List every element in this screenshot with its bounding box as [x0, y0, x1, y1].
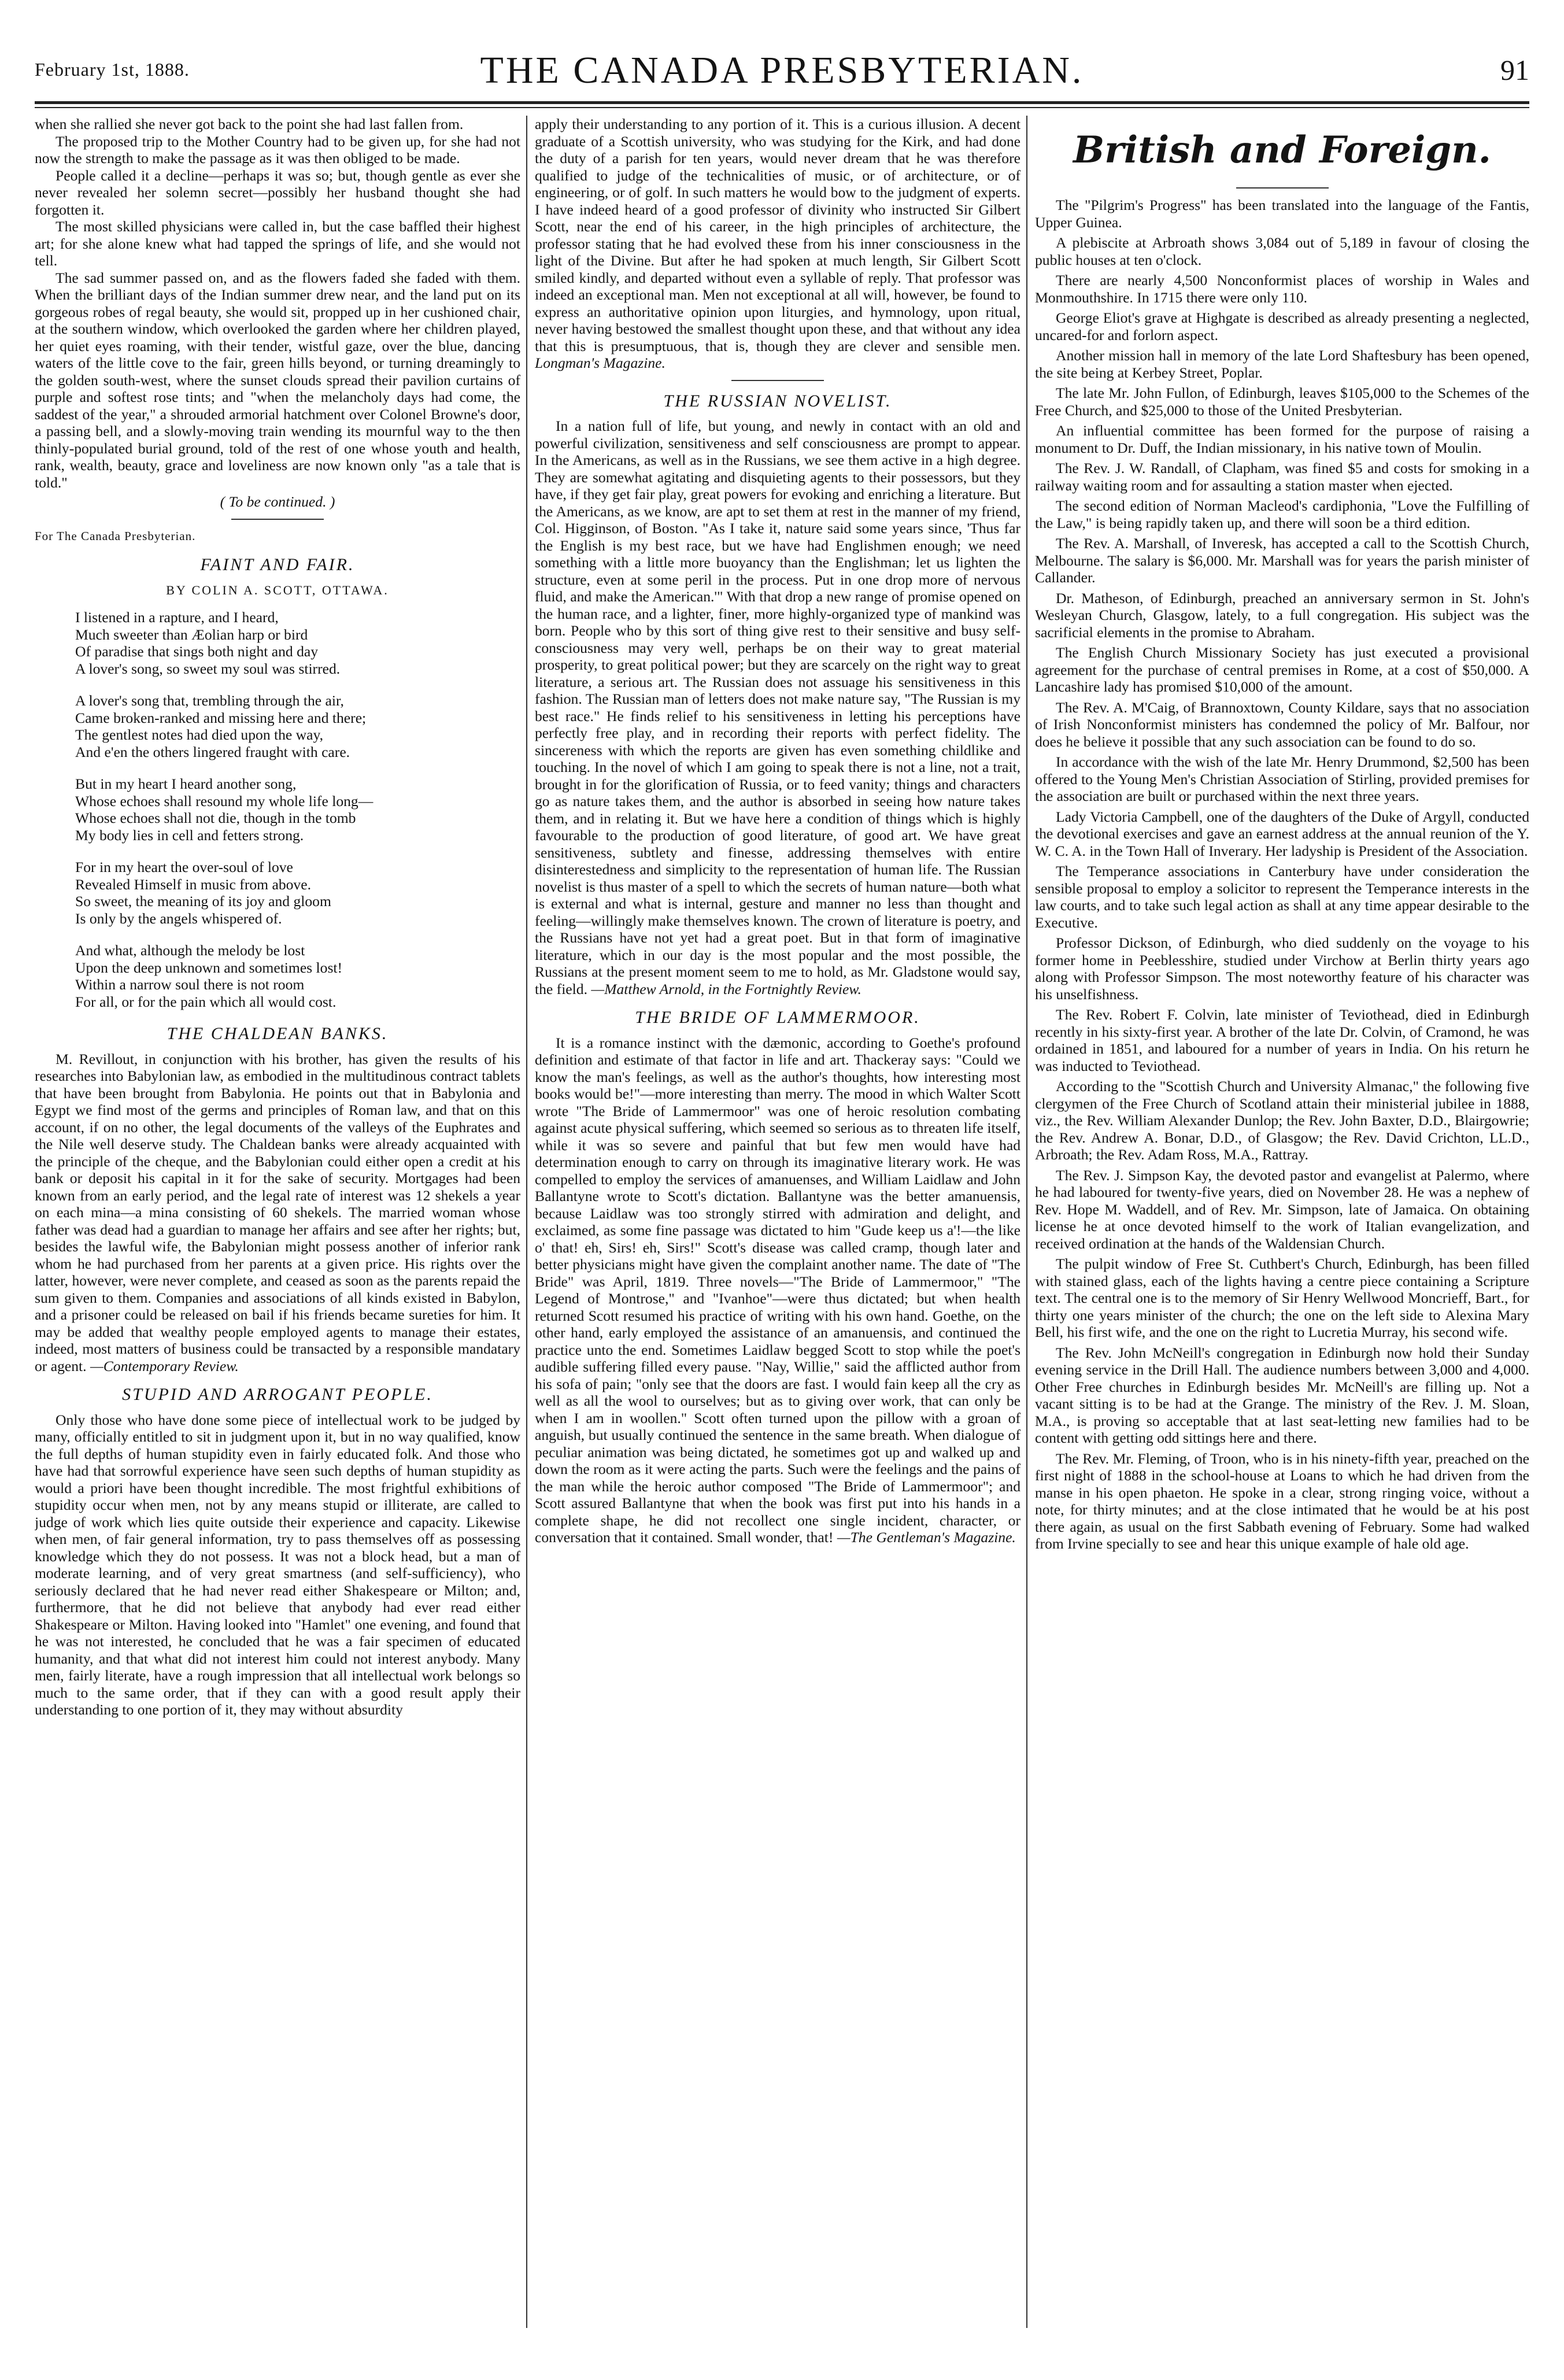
- masthead: [35, 42, 1529, 94]
- paragraph: The most skilled physicians were called in, but the case baffled their highest art; for she alone knew what had tapped the springs of life, and she would not tell.: [35, 218, 520, 269]
- paragraph: The proposed trip to the Mother Country had to be given up, for she had not now the strength to make the passage as it was then obliged to be made.: [35, 132, 520, 167]
- news-item: The Rev. A. Marshall, of Inveresk, has accepted a call to the Scottish Church, Melbourne. The salary is $6,000. Mr. Marshall was for years the parish minister of Callander.: [1035, 535, 1529, 586]
- news-item: Dr. Matheson, of Edinburgh, preached an anniversary sermon in St. John's Wesleyan Church, Glasgow, lately, to a full congregation. His subject was the sacrificial elements in the promise to Abraham.: [1035, 589, 1529, 641]
- header-rule: [35, 101, 1529, 104]
- paragraph: [535, 417, 1021, 997]
- poem-stanza: [75, 942, 520, 1010]
- publication-title: THE CANADA PRESBYTERIAN.: [480, 49, 1084, 91]
- poem-line: But in my heart I heard another song,: [75, 775, 297, 792]
- news-item: The Rev. Mr. Fleming, of Troon, who is in his ninety-fifth year, preached on the first night of 1888 in the school-house at Loans to which he had driven from the manse in his open phaeton. He spoke in a clear, strong ringing voice, without a note, for thirty minutes; and at the close intimated that he would be at his post there again, as usual on the first Sabbath evening of February. Some had walked from Irvine specially to see and hear this unique example of hale old age.: [1035, 1450, 1529, 1552]
- poem-stanza: [75, 859, 520, 927]
- poem-line: A lover's song, so sweet my soul was stirred.: [75, 660, 341, 677]
- issue-date: February 1st, 1888.: [35, 59, 190, 80]
- news-item: The Rev. J. Simpson Kay, the devoted pastor and evangelist at Palermo, where he had laboured for twenty-five years, died on November 28. He was a nephew of Rev. Hope M. Waddell, and of Rev. Mr. Simpson, late of Jamaica. On obtaining license he at once devoted himself to the work of Italian evangelization, and received ordination at the hands of the Waldensian Church.: [1035, 1166, 1529, 1252]
- poem-stanza: [75, 609, 520, 677]
- news-item: Lady Victoria Campbell, one of the daughters of the Duke of Argyll, conducted the devotional exercises and gave an earnest address at the annual reunion of the Y. W. C. A. in the Town Hall of Inverary. Her ladyship is President of the Association.: [1035, 808, 1529, 859]
- poem-line: For all, or for the pain which all would cost.: [75, 993, 337, 1010]
- poem-line: Upon the deep unknown and sometimes lost!: [75, 959, 343, 976]
- poem-line: Is only by the angels whispered of.: [75, 910, 282, 927]
- paragraph-text: It is a romance instinct with the dæmonic, according to Goethe's profound definition and estimate of that factor in life and art. Thackeray says: "Could we know the man's feelings, as well as the author's thoughts, how interesting most books would be!"—more interesting than merry. The mood in which Walter Scott wrote "The Bride of Lammermoor" was one of heroic resolution combating against acute physical suffering, which seemed so serious as to threaten life itself, while it was so severe and painful that but few men would have had determination enough to carry on through its imaginative literary work. He was compelled to employ the services of amanuenses, and William Laidlaw and John Ballantyne wrote to Scott's dictation. Ballantyne was the better amanuensis, because Laidlaw was too strongly stirred with admiration and delight, and exclaimed, as some fine passage was dictated to him "Gude keep us a'!—the like o' that! eh, Sirs! eh, Sirs!" Scott's disease was called cramp, though later and better physicians might have given the complaint another name. The date of "The Bride" was April, 1819. Three novels—"The Bride of Lammermoor," "The Legend of Montrose," and "Ivanhoe"—were thus dictated; but when health returned Scott resumed his practice of writing with his own hand. Goethe, on the other hand, early employed the assistance of an amanuensis, and continued the practice unto the end. Sometimes Laidlaw begged Scott to stop while the poet's audible suffering filled every pause. "Nay, Willie," said the afflicted author from his sofa of pain; "only see that the doors are fast. I would fain keep all the cry as well as all the wool to ourselves; but as to giving over work, that can only be when I am in woollen." Scott often turned upon the pillow with a groan of anguish, but usually continued the sentence in the same breath. When dialogue of peculiar animation was being dictated, he sometimes got up and walked up and down the room as it were acting the parts. Such were the feelings and the pains of the man while the heroic author composed "The Bride of Lammermoor"; and Scott assured Ballantyne that when the book was first put into his hands in a complete shape, he did not recollect one single incident, character, or conversation that it contained. Small wonder, that!: [535, 1034, 1021, 1546]
- separator-rule: [1236, 187, 1329, 189]
- article-source: —Matthew Arnold, in the Fortnightly Review.: [591, 980, 862, 997]
- section-title: British and Foreign.: [1073, 128, 1491, 172]
- paragraph: [35, 1051, 520, 1375]
- news-item: The pulpit window of Free St. Cuthbert's Church, Edinburgh, has been filled with stained glass, each of the lights having a centre piece containing a Scripture text. The central one is to the memory of Sir Henry Wellwood Moncrieff, Bart., for thirty one years minister of the church; the one on the left side to Alexina Mary Bell, his first wife, and the one on the right to Lucretia Murray, his second wife.: [1035, 1255, 1529, 1340]
- paragraph-text: apply their understanding to any portion of it. This is a curious illusion. A decent graduate of a Scottish university, who was studying for the Kirk, and had done the duty of a parish for ten years, would never dream that he was therefore qualified to judge of the technicalities of music, or of architecture, or of engineering, or of golf. In such matters he would bow to the judgment of experts. I have indeed heard of a good professor of divinity who instructed Sir Gilbert Scott, near the end of his career, in the high principles of architecture, the professor stating that he had evolved these from his inner consciousness in the light of the Divine. But after he had spoken at much length, Sir Gilbert Scott smiled kindly, and departed without even a syllable of reply. That professor was indeed an exceptional man. Men not exceptional at all will, however, be found to express an authoritative opinion upon liturgies, and hymnology, upon ritual, never having bestowed the smallest thought upon these, and that without any idea that this is presumptuous, that is, though they are clever and sensible men.: [535, 116, 1021, 354]
- article-title: THE RUSSIAN NOVELIST.: [663, 391, 892, 411]
- column-divider: [526, 116, 527, 2328]
- poem-line: A lover's song that, trembling through the air,: [75, 692, 344, 709]
- news-item: The Rev. J. W. Randall, of Clapham, was fined $5 and costs for smoking in a railway waiting room and for assaulting a station master when ejected.: [1035, 460, 1529, 494]
- article-title: THE CHALDEAN BANKS.: [167, 1024, 389, 1043]
- poem-line: And what, although the melody be lost: [75, 942, 305, 959]
- news-item: There are nearly 4,500 Nonconformist places of worship in Wales and Monmouthshire. In 1715 there were only 110.: [1035, 272, 1529, 306]
- separator-rule: [731, 380, 824, 381]
- poem-source: For The Canada Presbyterian.: [35, 529, 196, 543]
- column-1: [35, 116, 520, 2328]
- news-item: Professor Dickson, of Edinburgh, who died suddenly on the voyage to his former home in Peeblesshire, studied under Virchow at Berlin thirty years ago along with Professor Simpson. The most noteworthy feature of his character was his unselfishness.: [1035, 934, 1529, 1003]
- poem-title: FAINT AND FAIR.: [200, 555, 355, 574]
- column-2: [535, 116, 1021, 2328]
- page-number: 91: [1500, 54, 1529, 86]
- poem-line: The gentlest notes had died upon the way,: [75, 726, 324, 743]
- news-item: George Eliot's grave at Highgate is described as already presenting a neglected, uncared-for and forlorn aspect.: [1035, 309, 1529, 343]
- news-item: An influential committee has been formed for the purpose of raising a monument to Dr. Duff, the Indian missionary, in his native town of Moulin.: [1035, 422, 1529, 456]
- separator-rule: [231, 519, 324, 520]
- poem-line: Came broken-ranked and missing here and there;: [75, 709, 367, 726]
- poem-line: I listened in a rapture, and I heard,: [75, 609, 279, 626]
- poem-byline: BY COLIN A. SCOTT, OTTAWA.: [166, 582, 389, 597]
- poem-stanza: [75, 692, 520, 760]
- news-item: The Rev. A. M'Caig, of Brannoxtown, County Kildare, says that no association of Irish Nonconformist ministers has condemned the policy of Mr. Balfour, nor does he believe it possible that any such association can be found to do so.: [1035, 699, 1529, 750]
- news-item: The Rev. Robert F. Colvin, late minister of Teviothead, died in Edinburgh recently in his sixty-first year. A brother of the late Dr. Colvin, of Cramond, he was ordained in 1851, and laboured for a number of years in India. On his return he was inducted to Teviothead.: [1035, 1006, 1529, 1074]
- news-item: According to the "Scottish Church and University Almanac," the following five clergymen of the Free Church of Scotland attain their ministerial jubilee in 1888, viz., the Rev. William Alexander Dunlop; the Rev. John Baxter, D.D., Blairgowrie; the Rev. Andrew A. Bonar, D.D., of Glasgow; the Rev. David Crichton, LL.D., Arbroath; the Rev. Adam Ross, M.A., Rattray.: [1035, 1078, 1529, 1163]
- poem-line: Whose echoes shall not die, though in the tomb: [75, 810, 356, 826]
- paragraph-text: M. Revillout, in conjunction with his brother, has given the results of his researches into Babylonian law, as embodied in the multitudinous contract tablets that have been brought from Babylonia. He points out that in Babylonia and Egypt we find most of the germs and principles of Roman law, and that on this account, if on no other, the legal documents of the valleys of the Euphrates and the Nile well deserve study. The Chaldean banks were already acquainted with the principle of the cheque, and the Babylonian could either open a credit at his bank or deposit his capital in it for the sake of security. Mortgages had been known from an early period, and the legal rate of interest was 12 shekels a year on each mina—a mina consisting of 60 shekels. The married woman whose father was dead had a guardian to manage her affairs and see after her rights; but, besides the lawful wife, the Babylonian might possess another of inferior rank whom he had purchased from her parents at a given price. His rights over the latter, however, were never complete, and ceased as soon as the parents repaid the sum given to them. Companies and associations of all kinds existed in Babylon, and a prisoner could be released on bail if his friends became sureties for him. It may be added that wealthy people employed agents to manage their estates, indeed, most matters of business could be transacted by a responsible mandatary or agent.: [35, 1050, 520, 1374]
- paragraph: [535, 116, 1021, 372]
- poem-line: And e'en the others lingered fraught with care.: [75, 743, 350, 760]
- paragraph: People called it a decline—perhaps it was so; but, though gentle as ever she never revealed her solemn secret—possibly her husband thought she had forgotten it.: [35, 167, 520, 218]
- article-title: THE BRIDE OF LAMMERMOOR.: [635, 1008, 920, 1027]
- paragraph: The sad summer passed on, and as the flowers faded she faded with them. When the brilliant days of the Indian summer drew near, and the land put on its gorgeous robes of regal beauty, she would sit, propped up in her cushioned chair, at the southern window, which overlooked the garden where her children played, her quiet eyes roaming, with their tender, wistful gaze, over the blue, dancing waters of the little cove to the fair, green hills beyond, or turning dreamingly to the golden south-west, where the sunset clouds spread their pavilion curtains of purple and softest rose tints; and "when the melancholy days had come, the saddest of the year," a shrouded armorial hatchment over Colonel Browne's door, a passing bell, and a slowly-moving train wending its mournful way to the then thinly-populated burial ground, told of the rest of one whose youth and health, rank, wealth, beauty, grace and loveliness are now known only "as a tale that is told.": [35, 269, 520, 491]
- column-3: [1035, 116, 1529, 2328]
- poem-line: Revealed Himself in music from above.: [75, 875, 311, 893]
- news-item: In accordance with the wish of the late Mr. Henry Drummond, $2,500 has been offered to the Young Men's Christian Association of Stirling, provided premises for the association are built or purchased within the next three years.: [1035, 753, 1529, 804]
- news-item: The English Church Missionary Society has just executed a provisional agreement for the purchase of central premises in Rome, at a cost of $50,000. A Lancashire lady has promised $10,000 of the amount.: [1035, 644, 1529, 695]
- header-rule-thin: [35, 107, 1529, 108]
- poem-stanza: [75, 775, 520, 844]
- news-item: A plebiscite at Arbroath shows 3,084 out of 5,189 in favour of closing the public houses at ten o'clock.: [1035, 234, 1529, 268]
- article-title: STUPID AND ARROGANT PEOPLE.: [122, 1385, 433, 1404]
- paragraph: Only those who have done some piece of intellectual work to be judged by many, officially entitled to sit in judgment upon it, but in no way qualified, know the full depths of human stupidity even in fairly educated folk. And those who have had that sorrowful experience have seen such depths of human stupidity as would a priori have been thought incredible. The most frightful exhibitions of stupidity occur when men, not by any means stupid or illiterate, are called to judge of work which lies quite outside their experience and capacity. Likewise when men, of fair general information, try to pass themselves off as possessing knowledge which they do not possess. It was not a block head, but a man of moderate learning, and of very great smartness (and self-sufficiency), who seriously declared that he had never read either Shakespeare or Milton; and, furthermore, that he did not believe that anybody had ever read either Shakespeare or Milton. Having looked into "Hamlet" one evening, and found that he was not interested, he concluded that he was a fair specimen of educated humanity, and that what did not interest him could not interest anybody. Many men, fairly literate, have a rough impression that all intellectual work belongs so much to the same order, that if they can with a good result apply their understanding to one portion of it, they may without absurdity: [35, 1411, 520, 1718]
- paragraph: when she rallied she never got back to the point she had last fallen from.: [35, 116, 464, 132]
- news-item: Another mission hall in memory of the late Lord Shaftesbury has been opened, the site being at Kerbey Street, Poplar.: [1035, 347, 1529, 381]
- poem-line: Within a narrow soul there is not room: [75, 976, 305, 993]
- article-source: Longman's Magazine.: [535, 354, 665, 371]
- poem-line: Of paradise that sings both night and day: [75, 643, 319, 660]
- paragraph: [535, 1034, 1021, 1546]
- news-item: The "Pilgrim's Progress" has been translated into the language of the Fantis, Upper Guinea.: [1035, 197, 1529, 231]
- news-item: The late Mr. John Fullon, of Edinburgh, leaves $105,000 to the Schemes of the Free Church, and $25,000 to those of the United Presbyterian.: [1035, 385, 1529, 419]
- news-item: The second edition of Norman Macleod's cardiphonia, "Love the Fulfilling of the Law," is being rapidly taken up, and there will soon be a third edition.: [1035, 497, 1529, 531]
- poem-line: For in my heart the over-soul of love: [75, 859, 293, 875]
- news-item: The Temperance associations in Canterbury have under consideration the sensible proposal to employ a solicitor to represent the Temperance interests in the law courts, and to take such legal action as shall at any time appear desirable to the Executive.: [1035, 863, 1529, 931]
- paragraph-text: In a nation full of life, but young, and newly in contact with an old and powerful civilization, sensitiveness and self consciousness are prompt to appear. In the Americans, as well as in the Russians, we see them active in a high degree. They are somewhat agitating and disquieting agents to their possessors, but they have, if they get fair play, great powers for evoking and enriching a literature. But the Americans, as we know, are apt to set them at rest in the manner of my friend, Col. Higginson, of Boston. "As I take it, nature said some years since, 'Thus far the English is my best race, but we have had Englishmen enough; we need something with a little more buoyancy than the Englishman; let us lighten the structure, even at some peril in the process. Put in one drop more of nervous fluid, and make the American.'" With that drop a new range of promise opened on the human race, and a lighter, finer, more highly-organized type of mankind was born. People who by this sort of thing give rest to their sensitive and busy self-consciousness may very well, perhaps be on their way to great material prosperity, to great political power; but they are scarcely on the right way to great literature, a serious art. The Russian does not assuage his sensitiveness in this fashion. The Russian man of letters does not make nature say, "The Russian is my best race." He finds relief to his sensitiveness in letting his perceptions have perfectly free play, and in recording their reports with perfect fidelity. The sincereness with which the reports are given has even something childlike and touching. In the novel of which I am going to speak there is not a line, not a trait, brought in for the glorification of Russia, or to feed vanity; things and characters go as nature takes them, and the author is absorbed in seeing how nature takes them, and in relating it. But we have here a condition of things which is highly favourable to the production of good literature, of good art. We have great sensitiveness, subtlety and finesse, addressing themselves with entire disinterestedness and simplicity to the representation of human life. The Russian novelist is thus master of a spell to which the secrets of human nature—both what is external and what is internal, gesture and manner no less than thought and feeling—willingly make themselves known. The crown of literature is poetry, and the Russians have not yet had a great poet. But in that form of imaginative literature, which in our day is the most popular and the most possible, the Russians at the present moment seem to me to hold, as Mr. Gladstone would say, the field.: [535, 417, 1021, 997]
- news-item: The Rev. John McNeill's congregation in Edinburgh now hold their Sunday evening service in the Drill Hall. The audience numbers between 3,000 and 4,000. Other Free churches in Edinburgh besides Mr. McNeill's are filling up. Not a vacant sitting is to be had at the Grange. The ministry of the Rev. J. M. Sloan, M.A., is proving so acceptable that at last seat-letting new families had to be content with getting odd sittings here and there.: [1035, 1344, 1529, 1446]
- poem-line: My body lies in cell and fetters strong.: [75, 826, 304, 844]
- poem-line: So sweet, the meaning of its joy and gloom: [75, 893, 331, 910]
- poem-line: Whose echoes shall resound my whole life long—: [75, 792, 374, 810]
- poem-line: Much sweeter than Æolian harp or bird: [75, 626, 308, 643]
- article-source: —Contemporary Review.: [90, 1357, 239, 1374]
- article-source: —The Gentleman's Magazine.: [837, 1529, 1016, 1546]
- continued-note: ( To be continued. ): [220, 493, 335, 510]
- column-divider: [1026, 116, 1027, 2328]
